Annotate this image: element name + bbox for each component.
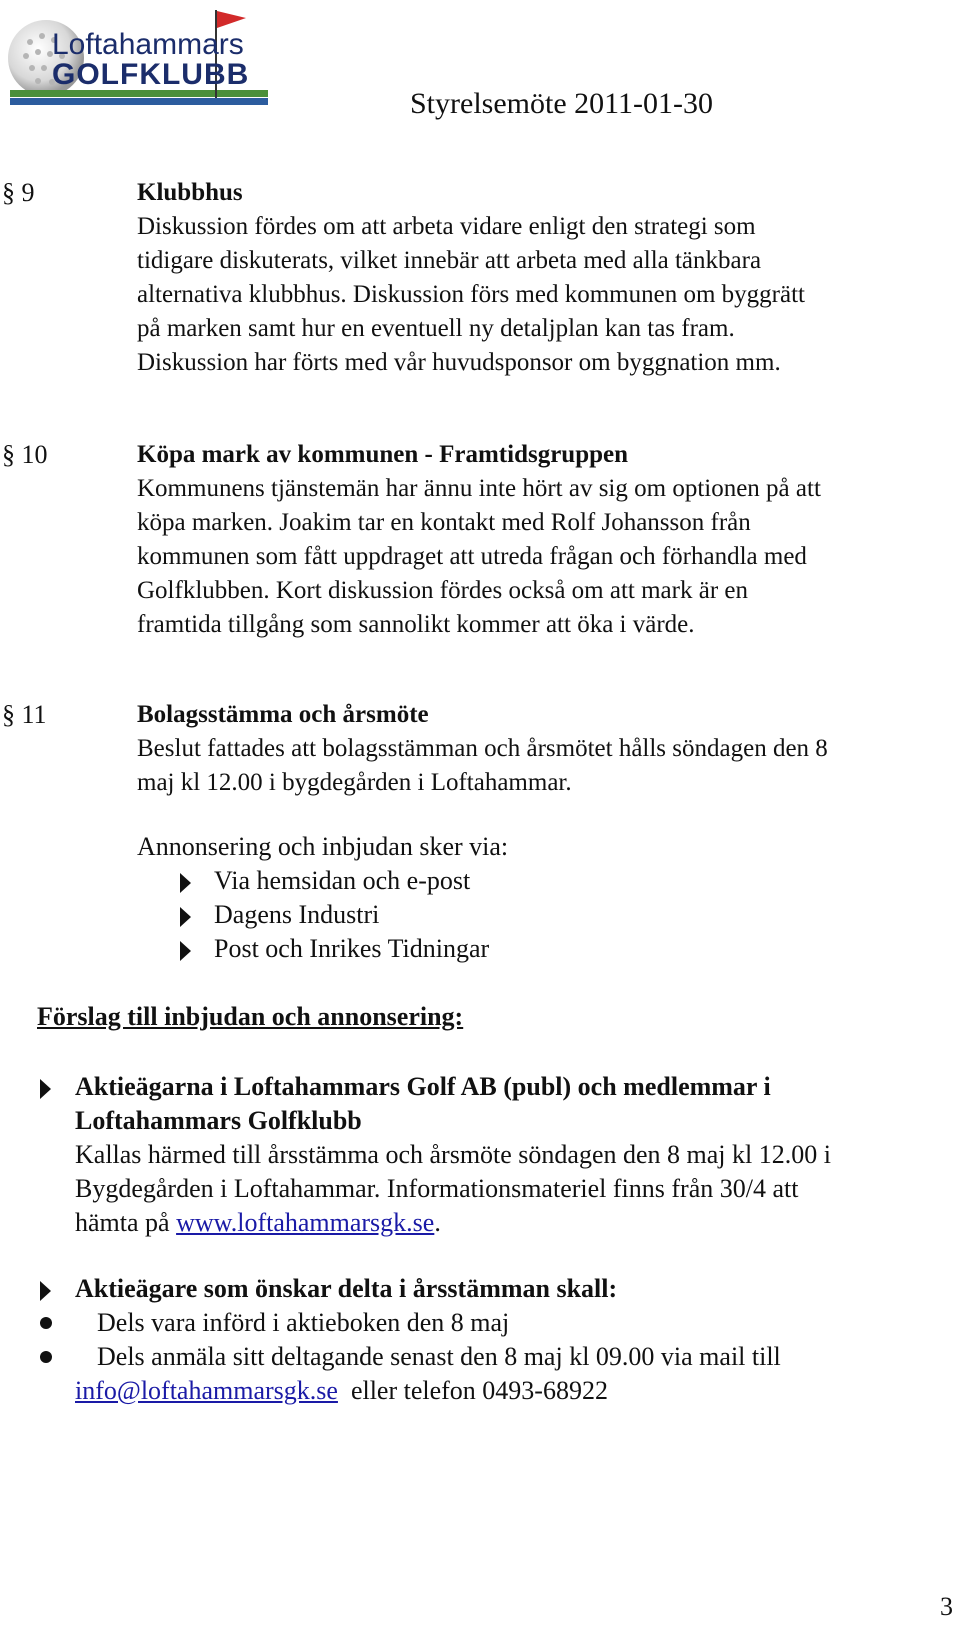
proposal-bullet-continued (75, 1374, 608, 1408)
section-9-line: Diskussion fördes om att arbeta vidare enligt den strategi som (137, 213, 756, 240)
proposal-block1-text-pre: hämta på (75, 1208, 177, 1237)
section-9 (137, 176, 957, 380)
section-9-number: § 9 (2, 178, 35, 207)
arrow-bullet-icon (180, 907, 191, 927)
website-link[interactable]: www.loftahammarsgk.se (176, 1208, 435, 1237)
section-9-line: Diskussion har förts med vår huvudsponsor om byggnation mm. (137, 349, 781, 376)
proposal-block1-text-post: . (434, 1208, 441, 1237)
section-9-line: på marken samt hur en eventuell ny detaljplan kan tas fram. (137, 315, 735, 342)
section-11 (137, 698, 957, 800)
proposal-bullet: Dels anmäla sitt deltagande senast den 8 maj kl 09.00 via mail till (97, 1342, 781, 1371)
proposal-heading: Förslag till inbjudan och annonsering: (37, 1002, 464, 1031)
page-number: 3 (940, 1592, 953, 1621)
section-11-number: § 11 (2, 700, 47, 729)
proposal-block2-title: Aktieägare som önskar delta i årsstämman skall: (75, 1274, 618, 1303)
meeting-title: Styrelsemöte 2011-01-30 (410, 87, 714, 120)
section-9-heading: Klubbhus (137, 179, 243, 206)
arrow-bullet-icon (180, 941, 191, 961)
section-10-heading: Köpa mark av kommunen - Framtidsgruppen (137, 441, 629, 468)
section-10-line: framtida tillgång som sannolikt kommer att öka i värde. (137, 611, 695, 638)
announce-item: Dagens Industri (214, 900, 380, 929)
section-11-line: Beslut fattades att bolagsstämman och årsmötet hålls söndagen den 8 (137, 735, 828, 762)
announce-intro: Annonsering och inbjudan sker via: (137, 832, 509, 861)
email-link[interactable]: info@loftahammarsgk.se (75, 1376, 338, 1405)
section-9-line: alternativa klubbhus. Diskussion förs med kommunen om byggrätt (137, 281, 805, 308)
logo-subtitle: GOLFKLUBB (52, 58, 250, 91)
bullet-icon (40, 1351, 52, 1363)
arrow-bullet-icon (40, 1281, 51, 1301)
proposal-block1-text: Bygdegården i Loftahammar. Informationsmateriel finns från 30/4 att (75, 1174, 799, 1203)
proposal-block1-title: Aktieägarna i Loftahammars Golf AB (publ) och medlemmar i (75, 1072, 771, 1101)
section-10-line: köpa marken. Joakim tar en kontakt med Rolf Johansson från (137, 509, 751, 536)
phone-text: eller telefon 0493-68922 (337, 1376, 608, 1405)
bullet-icon (40, 1317, 52, 1329)
section-10-line: Kommunens tjänstemän har ännu inte hört av sig om optionen på att (137, 475, 821, 502)
arrow-bullet-icon (180, 873, 191, 893)
section-11-line: maj kl 12.00 i bygdegården i Loftahammar. (137, 769, 572, 796)
arrow-bullet-icon (40, 1079, 51, 1099)
section-10-line: Golfklubben. Kort diskussion fördes också om att mark är en (137, 577, 748, 604)
proposal-block1-title: Loftahammars Golfklubb (75, 1106, 362, 1135)
section-10-number: § 10 (2, 440, 48, 469)
logo-name: Loftahammars (52, 28, 244, 61)
proposal-block1-text: Kallas härmed till årsstämma och årsmöte söndagen den 8 maj kl 12.00 i (75, 1140, 831, 1169)
section-9-line: tidigare diskuterats, vilket innebär att arbeta med alla tänkbara (137, 247, 762, 274)
announce-item: Post och Inrikes Tidningar (214, 934, 490, 963)
proposal-block1-text (75, 1206, 441, 1240)
announce-item: Via hemsidan och e-post (214, 866, 471, 895)
section-10 (137, 438, 957, 642)
section-11-heading: Bolagsstämma och årsmöte (137, 701, 429, 728)
section-10-line: kommunen som fått uppdraget att utreda frågan och förhandla med (137, 543, 807, 570)
proposal-bullet: Dels vara införd i aktieboken den 8 maj (97, 1308, 510, 1337)
